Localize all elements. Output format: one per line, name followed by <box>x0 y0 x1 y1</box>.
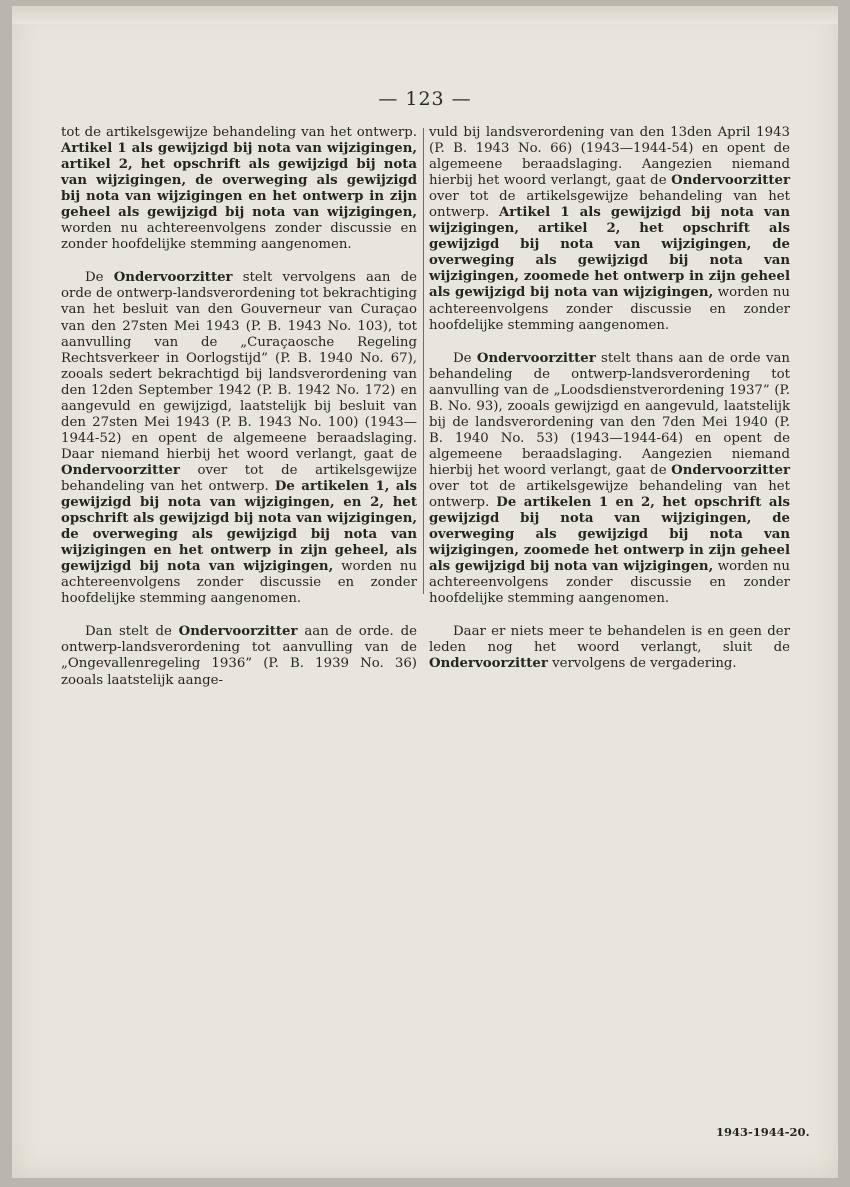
text-segment: Dan stelt de <box>85 624 179 640</box>
text-segment: stelt thans aan de orde van behandeling de ontwerp-landsverordening tot aanvulling van de „Loodsdienstverordening 1937” (P. B. No. 93), zooals gewijzigd en aangevuld, laatstelijk bij de landsverordening van den 7den Mei 1940 (P. B. 1940 No. 53) (1943—1944-64) en opent de algemeene beraadslaging. Aangezien niemand hierbij het woord verlangt, gaat de <box>429 350 790 478</box>
text-segment: stelt vervolgens aan de orde de ontwerp-landsverordening tot bekrachtiging van het besluit van den Gouverneur van Curaçao van den 27sten Mei 1943 (P. B. 1943 No. 103), tot aanvulling van de „Curaçaosche Regeling Rechtsverkeer in Oorlogstijd” (P. B. 1940 No. 67), zooals sedert bekrachtigd bij landsverordening van den 12den September 1942 (P. B. 1942 No. 172) en aangevuld en gewijzigd, laatstelijk bij besluit van den 27sten Mei 1943 (P. B. 1943 No. 100) (1943—1944-52) en opent de algemeene beraadslaging. Daar niemand hierbij het woord verlangt, gaat de <box>61 270 417 462</box>
document-code: 1943-1944-20. <box>716 1125 810 1139</box>
text-segment: over tot de artikelsgewijze behandeling van het ontwerp. <box>61 462 417 494</box>
text-segment: worden nu achtereenvolgens zonder discussie en zonder hoofdelijke stemming aangenomen. <box>429 285 790 333</box>
paper-edge <box>12 6 838 24</box>
column-divider <box>423 128 424 594</box>
text-segment: vervolgens de vergadering. <box>547 656 737 672</box>
left-column <box>61 125 417 689</box>
page-number: — 123 — <box>378 88 472 110</box>
text-segment: over tot de artikelsgewijze behandeling van het ontwerp. <box>429 189 790 221</box>
bold-text-segment: Ondervoorzitter <box>476 350 596 366</box>
paragraph <box>429 125 790 334</box>
paragraph <box>61 624 417 688</box>
bold-text-segment: Ondervoorzitter <box>671 462 790 478</box>
text-segment: aan de orde. de ontwerp-landsverordening tot aanvulling van de „Ongevallenregeling 1936” (P. B. 1939 No. 36) zooals laatstelijk aange- <box>61 624 417 688</box>
text-segment: Daar er niets meer te behandelen is en geen der leden nog het woord verlangt, sluit de <box>429 624 790 656</box>
bold-text-segment: Ondervoorzitter <box>113 270 233 286</box>
bold-text-segment: Ondervoorzitter <box>178 624 298 640</box>
text-segment: De <box>85 270 114 286</box>
right-column <box>429 125 790 673</box>
text-segment: De <box>453 350 477 366</box>
bold-text-segment: Artikel 1 als gewijzigd bij nota van wijzigingen, artikel 2, het opschrift als gewijzigd bij nota van wijzigingen, de overweging als gewijzigd bij nota van wijzigingen en het ontwerp in zijn geheel als gewijzigd bij nota van wijzigingen, <box>61 141 417 221</box>
text-segment: worden nu achtereenvolgens zonder discussie en zonder hoofdelijke stemming aangenomen. <box>61 559 417 607</box>
paragraph <box>61 125 417 253</box>
paragraph <box>61 270 417 607</box>
text-segment: worden nu achtereenvolgens zonder discussie en zonder hoofdelijke stemming aangenomen. <box>429 559 790 607</box>
bold-text-segment: Ondervoorzitter <box>671 173 790 189</box>
bold-text-segment: Artikel 1 als gewijzigd bij nota van wijzigingen, artikel 2, het opschrift als gewijzigd bij nota van wijzigingen, de overweging als gewijzigd bij nota van wijzigingen, zoomede het ontwerp in zijn geheel als gewijzigd bij nota van wijzigingen, <box>429 205 790 301</box>
paragraph <box>429 351 790 608</box>
text-segment: tot de artikelsgewijze behandeling van het ontwerp. <box>61 125 417 140</box>
text-segment: over tot de artikelsgewijze behandeling van het ontwerp. <box>429 478 790 511</box>
bold-text-segment: De artikelen 1 en 2, het opschrift als gewijzigd bij nota van wijzigingen, de overweging als gewijzigd bij nota van wijzigingen, zoomede het ontwerp in zijn geheel als gewijzigd bij nota van wijzigingen, <box>429 495 790 575</box>
bold-text-segment: De artikelen 1, als gewijzigd bij nota van wijzigingen, en 2, het opschrift als gewijzigd bij nota van wijzigingen, de overweging als gewijzigd bij nota van wijzigingen en het ontwerp in zijn geheel, als gewijzigd bij nota van wijzigingen, <box>61 478 417 575</box>
text-segment: worden nu achtereenvolgens zonder discussie en zonder hoofdelijke stemming aangenomen. <box>61 221 417 253</box>
bold-text-segment: Ondervoorzitter <box>429 656 548 672</box>
paragraph <box>429 624 790 672</box>
bold-text-segment: Ondervoorzitter <box>61 462 180 478</box>
text-segment: vuld bij landsverordening van den 13den April 1943 (P. B. 1943 No. 66) (1943—1944-54) en opent de algemeene beraadslaging. Aangezien niemand hierbij het woord verlangt, gaat de <box>429 125 790 189</box>
